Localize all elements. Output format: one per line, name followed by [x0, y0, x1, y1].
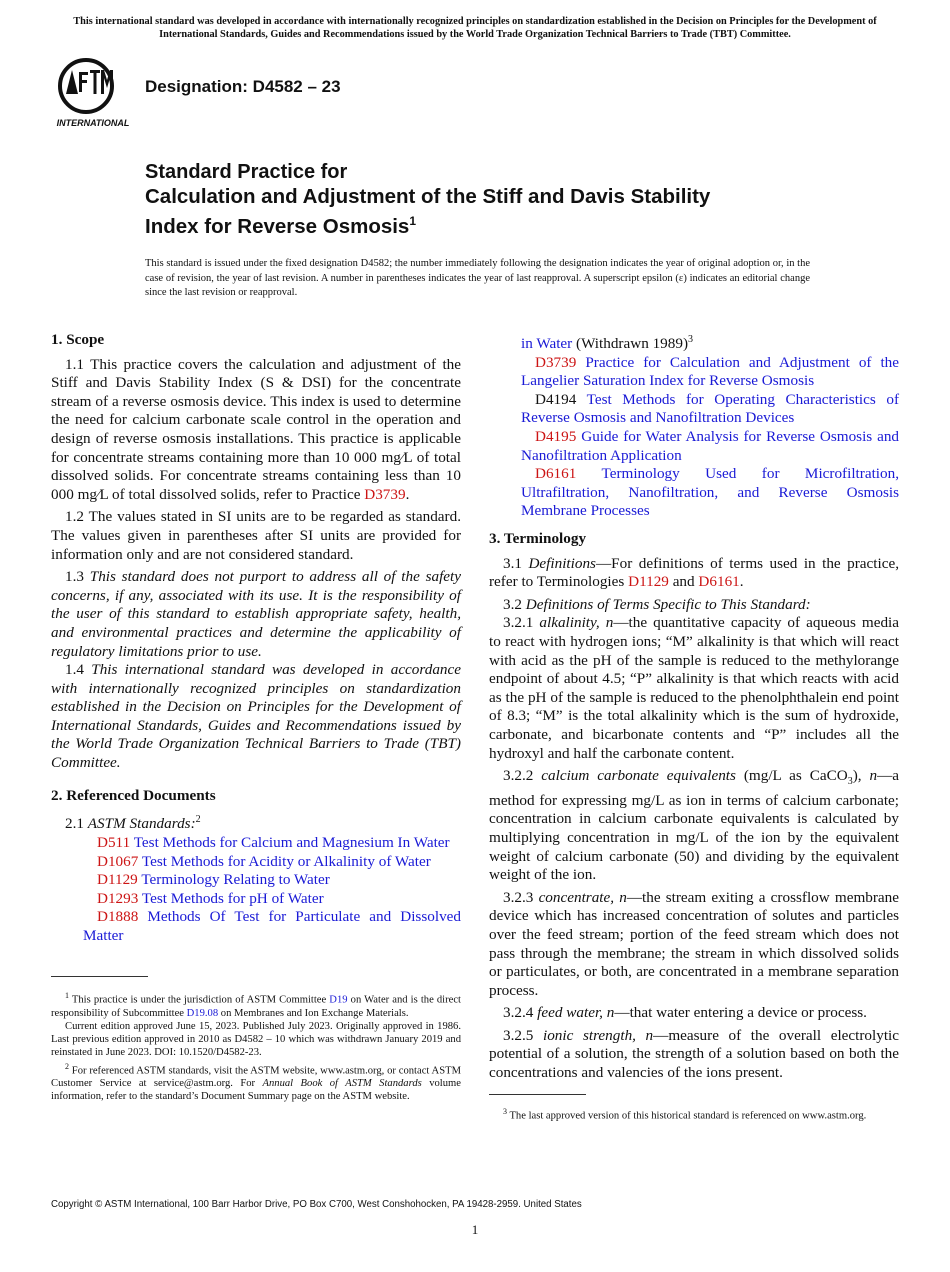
reference-code: D4194 [535, 390, 577, 408]
definition-num: 3.2.1 [503, 614, 540, 632]
definition-text: —that water entering a device or process. [614, 1004, 867, 1022]
definition-unit-post: ), [852, 767, 870, 785]
footnote-1-mark: 1 [65, 991, 69, 1000]
footnote-2 [51, 1060, 461, 1104]
title-pre: Standard Practice for [145, 161, 348, 183]
reference-title[interactable]: Methods Of Test for Particulate and Dissolved Matter [83, 908, 461, 944]
reference-item[interactable] [51, 871, 461, 890]
definition-num: 3.2.3 [503, 888, 539, 906]
copyright-footer: Copyright © ASTM International, 100 Barr Harbor Drive, PO Box C700, West Conshohocken, PA 19428-2959. United States [51, 1199, 582, 1210]
definition-pos: n [869, 767, 878, 785]
reference-code[interactable]: D1888 [97, 908, 139, 926]
para-2-1-label: ASTM Standards: [87, 815, 196, 833]
para-3-2 [489, 596, 899, 615]
footnote-divider [489, 1094, 586, 1095]
reference-title[interactable]: Test Methods for Calcium and Magnesium In Water [133, 833, 450, 851]
para-1-4-text: This international standard was developed in accordance with internationally recognized principles on standardization established in the Decision on Principles for the Development of International Standards, Guides and Recommendations issued by the World Trade Organization Technical Barriers to Trade (TBT) Committee. [51, 661, 462, 772]
section-heading-terminology: 3. Terminology [489, 530, 587, 547]
reference-item[interactable] [489, 391, 899, 428]
reference-code[interactable]: D6161 [535, 465, 577, 483]
link-d19[interactable]: D19 [329, 994, 348, 1006]
link-d6161[interactable]: D6161 [698, 573, 740, 591]
footnotes-left [51, 976, 461, 1104]
reference-title[interactable]: Test Methods for Operating Characteristics of Reverse Osmosis and Nanofiltration Devices [521, 390, 900, 427]
definition-num: 3.2.4 [503, 1004, 538, 1022]
footnote-2-italic: Annual Book of ASTM Standards [262, 1078, 422, 1090]
definition-term: concentrate, n [538, 888, 627, 906]
footnote-1-edition: Current edition approved June 15, 2023. Published July 2023. Originally approved in 1986. Last previous edition approved in 2010 as D4582 – 10 which was withdrawn January 2019 and reinstated in June 2023. DOI: 10.1520/D4582-23. [51, 1020, 461, 1059]
para-3-1-term: Definitions [528, 554, 596, 572]
para-3-2-num: 3.2 [503, 595, 526, 613]
definition-feed-water [489, 1004, 899, 1023]
astm-logo [52, 56, 134, 130]
para-3-1-and: and [668, 573, 699, 591]
footnote-2-mark: 2 [65, 1061, 69, 1071]
footnote-1-text-b: on Water and is the direct responsibility of Subcommittee [51, 994, 461, 1019]
definition-unit: (mg/L as CaCO [735, 767, 848, 785]
definition-num: 3.2.5 [503, 1026, 543, 1044]
reference-item[interactable] [51, 890, 461, 909]
reference-code[interactable]: D1067 [97, 852, 139, 870]
reference-title[interactable]: Test Methods for Acidity or Alkalinity of Water [141, 852, 431, 870]
footnote-divider [51, 976, 148, 977]
reference-code[interactable]: D3739 [535, 353, 577, 371]
footnote-1-text-c: on Membranes and Ion Exchange Materials. [218, 1007, 409, 1019]
designation-year: 23 [321, 77, 341, 96]
para-3-1-text: —For definitions of terms used in the practice, refer to Terminologies [489, 554, 900, 591]
footnote-2-text-a: For referenced ASTM standards, visit the ASTM website, www.astm.org, or contact ASTM Customer Service at service@astm.org. For [51, 1065, 461, 1090]
link-d3739[interactable]: D3739 [364, 485, 406, 503]
definition-term: feed water, n [537, 1004, 615, 1022]
reference-list-right [489, 354, 899, 521]
para-1-4 [51, 661, 461, 773]
document-title [145, 160, 845, 239]
reference-code[interactable]: D1293 [97, 889, 139, 907]
reference-item[interactable] [489, 465, 899, 521]
reference-code[interactable]: D1129 [97, 871, 138, 889]
section-heading-scope: 1. Scope [51, 331, 105, 348]
definition-text: —the stream exiting a crossflow membrane device which has increased concentration of solutes and particles over the feed stream; portion of the feed stream which does not pass through the membrane; the stream in which dissolved solids or particulates, or both, are concentrated in a membrane separation process. [489, 888, 900, 999]
para-3-1-num: 3.1 [503, 554, 529, 572]
para-1-3-num: 1.3 [65, 568, 90, 586]
reference-continued-title[interactable]: in Water [521, 335, 573, 353]
designation: Designation: D4582 – 23 [145, 77, 341, 96]
section-heading-referenced: 2. Referenced Documents [51, 786, 216, 804]
right-column [489, 331, 899, 1083]
definition-term: alkalinity, n [539, 614, 614, 632]
title-line-2 [145, 209, 845, 239]
reference-title[interactable]: Practice for Calculation and Adjustment of the Langelier Saturation Index for Reverse Osmosis [521, 353, 900, 390]
para-1-3-text: This standard does not purport to address all of the safety concerns, if any, associated with its use. It is the responsibility of the user of this standard to establish appropriate safety, health, and environmental practices and determine the applicability of regulatory limitations prior to use. [51, 568, 461, 660]
issuance-notice: This standard is issued under the fixed designation D4582; the number immediately following the designation indicates the year of original adoption or, in the case of revision, the year of last revision. A number in parentheses indicates the year of last reapproval. A superscript epsilon (ε) indicates an editorial change since the last revision or reapproval. [145, 258, 810, 299]
footnote-1 [51, 989, 461, 1020]
page-number: 1 [471, 1222, 479, 1237]
definition-concentrate [489, 889, 899, 1001]
para-3-2-label: Definitions of Terms Specific to This Standard: [525, 595, 811, 613]
reference-code[interactable]: D4195 [535, 428, 577, 446]
para-1-2: 1.2 The values stated in SI units are to be regarded as standard. The values given in parentheses after SI units are provided for information only and are not considered standard. [51, 508, 461, 563]
footnote-3-text: The last approved version of this historical standard is referenced on www.astm.org. [507, 1110, 867, 1122]
para-2-1-mark: 2 [195, 814, 201, 826]
header-notice: This international standard was developed in accordance with internationally recognized principles on standardization established in the Decision on Principles for the Development of International Standards, Guides and Recommendations issued by the World Trade Organization Technical Barriers to Trade (TBT) Committee. [73, 16, 877, 40]
reference-list-left [51, 834, 461, 946]
para-1-3 [51, 568, 461, 661]
footnote-2-text-b: volume information, refer to the standard’s Document Summary page on the ASTM website. [51, 1078, 461, 1103]
definition-ionic-strength [489, 1027, 899, 1083]
reference-item[interactable] [489, 428, 899, 465]
footnote-3-mark: 3 [503, 1107, 507, 1116]
designation-label: Designation: D4582 [145, 77, 303, 96]
footnote-1-text-a: This practice is under the jurisdiction of ASTM Committee [69, 994, 330, 1006]
footnote-3 [489, 1105, 899, 1123]
logo-wordmark: INTERNATIONAL [56, 118, 130, 128]
reference-title[interactable]: Terminology Relating to Water [141, 871, 330, 889]
para-3-1-end: . [739, 573, 744, 591]
left-column [51, 331, 461, 945]
title-line-2-text: Index for Reverse Osmosis [145, 214, 410, 238]
reference-item[interactable] [51, 908, 461, 945]
reference-item[interactable] [51, 853, 461, 872]
para-2-1 [51, 811, 461, 834]
reference-continued-mark: 3 [688, 334, 694, 345]
definition-calcium-carbonate [489, 767, 899, 885]
title-line-1: Calculation and Adjustment of the Stiff and Davis Stability [145, 185, 711, 208]
definition-alkalinity [489, 614, 899, 763]
reference-continued [489, 331, 899, 354]
para-1-1 [51, 356, 461, 505]
definition-text: —a method for expressing mg/L as ion in terms of calcium carbonate; concentration in calcium carbonate equivalents is calculated by multiplying concentration in mg/L of the ion by the equivalent weight of calcium carbonate (50) and dividing by the equivalent weight of the ion. [489, 767, 899, 884]
definition-term: ionic strength, n [542, 1026, 654, 1044]
reference-code[interactable]: D511 [97, 833, 131, 851]
reference-title[interactable]: Guide for Water Analysis for Reverse Osmosis and Nanofiltration Application [521, 428, 900, 464]
para-2-1-num: 2.1 [65, 815, 88, 833]
footnotes-right [489, 1094, 899, 1123]
definition-text: —the quantitative capacity of aqueous media to react with hydrogen ions; “M” alkalinity is that which will react with acid as the pH of the sample is reduced to the methylorange endpoint of about 4.5; “P” alkalinity is that which reacts with acid as the pH of the sample is reduced to the phenolphthalein end point of 8.3; “M” is the total alkalinity which is the sum of hydroxide, carbonate, and bicarbonate contents and “P” includes all the hydroxyl and half the carbonate content. [489, 614, 899, 762]
para-1-4-num: 1.4 [65, 661, 92, 679]
definition-term: calcium carbonate equivalents [541, 767, 736, 785]
reference-item[interactable] [489, 354, 899, 391]
para-1-1-text: 1.1 This practice covers the calculation and adjustment of the Stiff and Davis Stability Index (S & DSI) for the concentrate stream of a reverse osmosis device. This index is used to determine the need for calcium carbonate scale control in the operation and design of reverse osmosis installations. This practice is applicable for concentrate streams containing more than 10 000 mg⁄L of total dissolved solids. For concentrate streams containing less than 10 000 mg⁄L of total dissolved solids, refer to Practice [51, 355, 461, 503]
para-1-1-end: . [405, 485, 410, 503]
para-3-1 [489, 555, 899, 592]
link-d1129[interactable]: D1129 [628, 573, 669, 591]
link-d19-08[interactable]: D19.08 [186, 1007, 219, 1019]
title-footnote-mark: 1 [409, 214, 417, 228]
reference-item[interactable] [51, 834, 461, 853]
reference-continued-note: (Withdrawn 1989) [572, 335, 689, 353]
reference-title[interactable]: Terminology Used for Microfiltration, Ultrafiltration, Nanofiltration, and Reverse Osmosis Membrane Processes [521, 465, 899, 520]
definition-unit-sub: 3 [847, 776, 853, 788]
definition-text: —measure of the overall electrolytic potential of a solution, the strength of a solution based on both the concentrations and valencies of the ions present. [489, 1026, 900, 1082]
reference-title[interactable]: Test Methods for pH of Water [141, 889, 324, 907]
definition-num: 3.2.2 [503, 767, 542, 785]
